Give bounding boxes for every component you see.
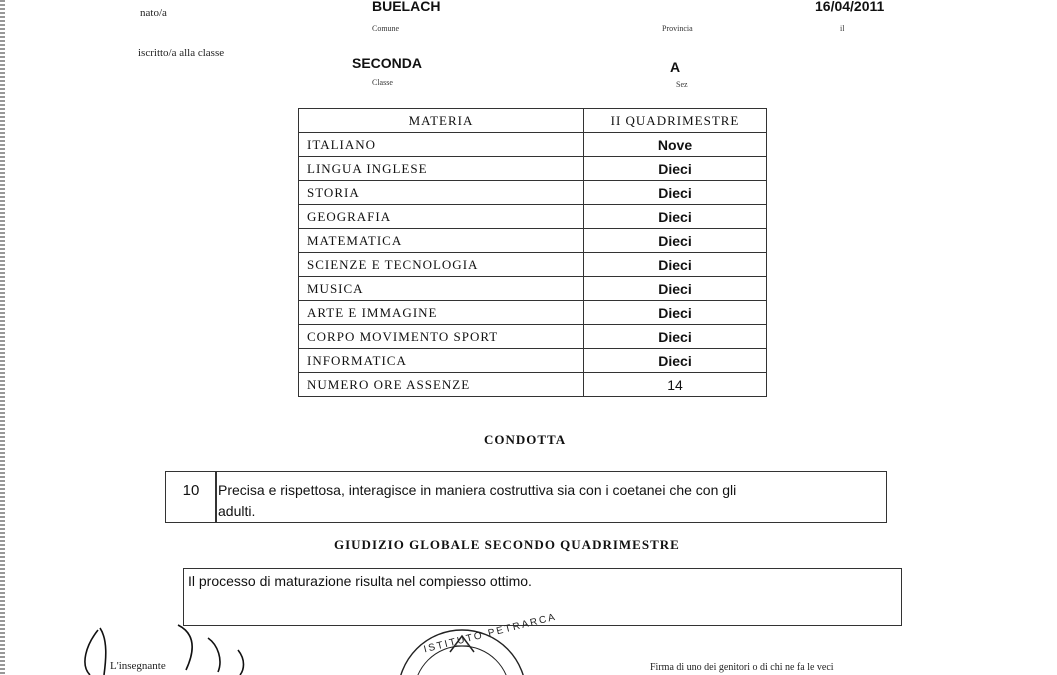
header-term: II QUADRIMESTRE	[584, 109, 767, 133]
province-caption: Provincia	[662, 24, 693, 33]
stamp-text: ISTITUTO PETRARCA	[422, 611, 558, 656]
subject-cell: ITALIANO	[299, 133, 584, 157]
conduct-text-line1: Precisa e rispettosa, interagisce in maniera costruttiva sia con i coetanei che con gli	[218, 482, 737, 498]
subject-cell: STORIA	[299, 181, 584, 205]
table-row	[299, 181, 767, 205]
table-row	[299, 349, 767, 373]
grade-cell: Nove	[584, 133, 767, 157]
table-row	[299, 301, 767, 325]
subject-cell: SCIENZE E TECNOLOGIA	[299, 253, 584, 277]
grade-cell: Dieci	[584, 253, 767, 277]
table-row	[299, 229, 767, 253]
grades-table	[298, 108, 767, 397]
scan-edge	[0, 0, 5, 675]
grade-cell: Dieci	[584, 181, 767, 205]
school-stamp	[372, 626, 552, 675]
teacher-label: L'insegnante	[110, 660, 166, 672]
subject-cell: GEOGRAFIA	[299, 205, 584, 229]
grade-cell: Dieci	[584, 277, 767, 301]
table-row	[299, 205, 767, 229]
section-caption: Sez	[676, 80, 688, 89]
grade-cell: Dieci	[584, 157, 767, 181]
parent-signature-label: Firma di uno dei genitori o di chi ne fa le veci	[650, 662, 834, 673]
global-judgement-text: Il processo di maturazione risulta nel compiesso ottimo.	[188, 573, 532, 589]
conduct-score: 10	[182, 482, 200, 499]
header-subject: MATERIA	[299, 109, 584, 133]
absence-label-cell: NUMERO ORE ASSENZE	[299, 373, 584, 397]
table-row	[299, 157, 767, 181]
conduct-title: CONDOTTA	[484, 432, 567, 447]
table-header-row	[299, 109, 767, 133]
subject-cell: INFORMATICA	[299, 349, 584, 373]
subject-cell: MATEMATICA	[299, 229, 584, 253]
enrolled-label: iscritto/a alla classe	[138, 47, 225, 59]
section-value: A	[670, 59, 681, 75]
table-row	[299, 133, 767, 157]
birth-date: 16/04/2011	[815, 0, 885, 14]
conduct-score-box	[165, 471, 217, 523]
grade-cell: Dieci	[584, 325, 767, 349]
conduct-text-box	[215, 471, 887, 523]
grade-cell: Dieci	[584, 229, 767, 253]
subject-cell: MUSICA	[299, 277, 584, 301]
table-row	[299, 373, 767, 397]
conduct-text-line2: adulti.	[218, 503, 256, 519]
birth-city: BUELACH	[372, 0, 441, 14]
subject-cell: LINGUA INGLESE	[299, 157, 584, 181]
table-row	[299, 253, 767, 277]
date-caption: il	[840, 24, 845, 33]
table-row	[299, 277, 767, 301]
grade-cell: Dieci	[584, 301, 767, 325]
grade-cell: Dieci	[584, 205, 767, 229]
absence-hours-cell: 14	[584, 373, 767, 397]
global-judgement-title: GIUDIZIO GLOBALE SECONDO QUADRIMESTRE	[334, 537, 680, 552]
born-label: nato/a	[140, 7, 167, 19]
table-row	[299, 325, 767, 349]
subject-cell: CORPO MOVIMENTO SPORT	[299, 325, 584, 349]
subject-cell: ARTE E IMMAGINE	[299, 301, 584, 325]
class-value: SECONDA	[352, 55, 423, 71]
class-caption: Classe	[372, 78, 393, 87]
city-caption: Comune	[372, 24, 400, 33]
grade-cell: Dieci	[584, 349, 767, 373]
